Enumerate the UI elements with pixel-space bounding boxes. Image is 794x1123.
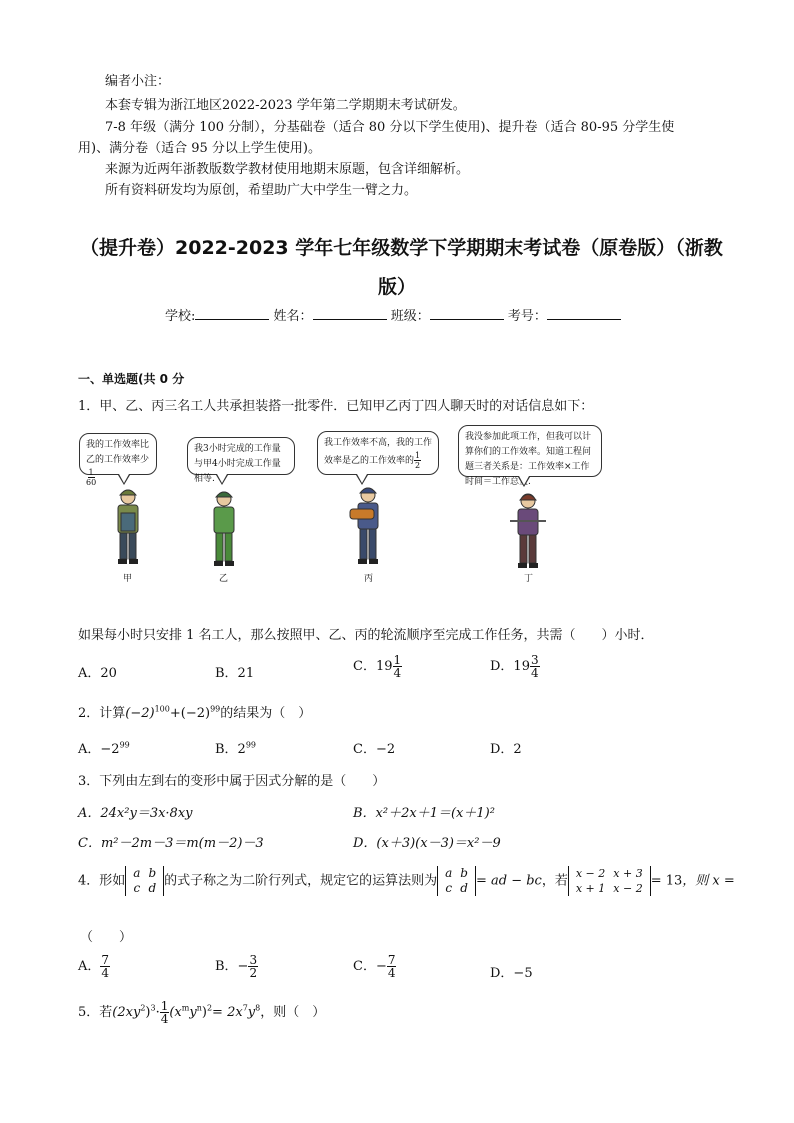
class-field[interactable] [430, 307, 504, 320]
question-2-stem [78, 702, 311, 721]
q2-option-d[interactable]: D．2 [490, 742, 522, 757]
q5-term: y [247, 1005, 256, 1020]
question-1-question: 如果每小时只安排 1 名工人，那么按照甲、乙、丙的轮流顺序至完成工作任务，共需（ ）小时． [78, 628, 654, 643]
q5-term: (2xy [112, 1005, 141, 1020]
q5-exponent: 7 [242, 1003, 248, 1013]
question-3-stem: 3．下列由左到右的变形中属于因式分解的是（ ） [78, 774, 386, 789]
q4-rule: = ad − bc [475, 873, 542, 889]
q3-option-a[interactable]: A．24x²y＝3x·8xy [78, 806, 193, 821]
q4-text: 4．形如 [78, 873, 126, 889]
q5-text: ，则（ ） [260, 1005, 326, 1020]
worker-jia-illustration [108, 487, 148, 567]
fraction: $\frac{1}{60}$ [86, 468, 97, 487]
determinant: x − 2 x + 3 x + 1 x − 2 [568, 866, 651, 896]
q2-option-b[interactable]: B．$2^{99}$ [215, 740, 257, 757]
student-info [165, 305, 621, 324]
note-heading: 编者小注： [105, 74, 171, 89]
q4-text: ，则 x = [682, 873, 735, 889]
q2-exponent: 100 [154, 704, 170, 714]
q5-term: (x [169, 1005, 182, 1020]
question-5-stem [78, 1000, 325, 1025]
section-heading: 一、单选题(共 0 分 [78, 372, 185, 386]
note-line: 7-8 年级（满分 100 分制），分基础卷（适合 80 分以下学生使用)、提升卷（适合 80-95 分学生使 [105, 120, 675, 135]
number-label: 考号： [507, 309, 547, 324]
q2-option-c[interactable]: C．−2 [353, 742, 396, 757]
number-field[interactable] [547, 307, 621, 320]
figure-label-jia: 甲 [123, 574, 133, 584]
person-ding-illustration [506, 491, 550, 571]
q3-option-b[interactable]: B．x²＋2x＋1＝(x＋1)² [353, 806, 495, 821]
q5-exponent: 3 [150, 1003, 156, 1013]
determinant: a b c d [125, 866, 164, 896]
speech-bubble-ding [458, 425, 602, 487]
bubble-text: 我工作效率不高，我的工作效率是乙的工作效率的 [324, 438, 433, 466]
bubble-text: 我3小时完成的工作量与甲4小时完成工作量相等. [194, 444, 281, 484]
q4-text: 的式子称之为二阶行列式，规定它的运算法则为 [164, 873, 438, 889]
q4-text: ，若 [541, 873, 568, 889]
q1-option-a[interactable]: A．20 [78, 666, 117, 681]
q3-option-c[interactable]: C．m²－2m－3＝m(m－2)－3 [78, 836, 264, 851]
fraction: $\frac{1}{4}$ [393, 653, 402, 680]
fraction: $\frac{1}{4}$ [160, 999, 169, 1026]
figure-label-bing: 丙 [364, 574, 374, 584]
q4-option-b[interactable]: B．− $\frac{3}{2}$ [215, 953, 258, 980]
q5-paren: ) [145, 1005, 151, 1020]
q2-plus: + [169, 706, 181, 721]
q5-exponent: 2 [206, 1003, 213, 1013]
bubble-tail [216, 475, 228, 485]
q5-exponent: m [181, 1003, 190, 1013]
speech-bubble-jia [79, 433, 157, 487]
note-line: 来源为近两年浙教版数学教材使用地期末原题，包含详细解析。 [105, 162, 470, 177]
question-1-stem: 1．甲、乙、丙三名工人共承担装搭一批零件．已知甲乙丙丁四人聊天时的对话信息如下： [78, 399, 594, 414]
q2-prefix: 2．计算 [78, 706, 126, 721]
q4-equals: = 13 [650, 873, 683, 889]
bubble-tail [518, 477, 530, 487]
q3-option-d[interactable]: D．(x＋3)(x－3)＝x²－9 [353, 836, 501, 851]
q1-option-b[interactable]: B．21 [215, 666, 255, 681]
name-field[interactable] [313, 307, 387, 320]
option-text: C．19 [353, 659, 393, 674]
q2-suffix: 的结果为（ ） [220, 706, 312, 721]
fraction: $\frac{3}{4}$ [530, 653, 539, 680]
q4-answer-blank: （ ） [80, 930, 133, 945]
figure-label-yi: 乙 [219, 574, 229, 584]
q5-exponent: 2 [140, 1003, 146, 1013]
determinant: a b c d [437, 866, 476, 896]
speech-bubble-yi [187, 437, 295, 484]
school-field[interactable] [195, 307, 269, 320]
q5-text: 5．若 [78, 1005, 113, 1020]
q2-term: (−2) [180, 706, 211, 721]
q2-exponent: 99 [210, 704, 221, 714]
q4-option-a[interactable]: A． $\frac{7}{4}$ [78, 953, 110, 980]
q5-exponent: 8 [255, 1003, 261, 1013]
worker-bing-illustration [346, 485, 390, 567]
note-line: 本套专辑为浙江地区2022-2023 学年第二学期期末考试研发。 [105, 98, 466, 113]
q5-term: y [189, 1005, 197, 1020]
q5-dot: · [155, 1005, 160, 1020]
note-line: 所有资料研发均为原创，希望助广大中学生一臂之力。 [105, 183, 418, 198]
figure-label-ding: 丁 [524, 574, 534, 584]
q5-equals: = 2x [212, 1005, 243, 1020]
bubble-text: 我的工作效率比乙的工作效率少 [86, 440, 150, 465]
bubble-text: 我没参加此项工作，但我可以计算你们的工作效率。知道工程问题三者关系是：工作效率×工作时间＝工作总量. [465, 432, 592, 487]
class-label: 班级： [390, 309, 430, 324]
name-label: 姓名： [273, 309, 313, 324]
q5-exponent: n [196, 1003, 202, 1013]
question-4-stem [78, 866, 735, 896]
page-title-continued: 版） [378, 276, 417, 298]
page-title: （提升卷）2022-2023 学年七年级数学下学期期末考试卷（原卷版）（浙教 [80, 237, 723, 259]
bubble-tail [118, 475, 130, 485]
q2-option-a[interactable]: A．$-2^{99}$ [78, 740, 130, 757]
question-1-figure [76, 425, 592, 585]
q2-term: (−2) [125, 706, 155, 721]
fraction: $\frac{1}{2}$ [415, 451, 421, 470]
worker-yi-illustration [204, 489, 244, 569]
school-label: 学校: [165, 309, 196, 324]
speech-bubble-bing [317, 431, 439, 475]
q4-option-c[interactable]: C．− $\frac{7}{4}$ [353, 953, 396, 980]
note-line: 用)、满分卷（适合 95 分以上学生使用)。 [78, 141, 321, 156]
bubble-tail [356, 475, 368, 485]
option-text: D．19 [490, 659, 530, 674]
q4-option-d[interactable]: D．−5 [490, 966, 533, 981]
q1-option-d[interactable] [490, 654, 540, 679]
q5-paren: ) [201, 1005, 207, 1020]
q1-option-c[interactable] [353, 654, 402, 679]
